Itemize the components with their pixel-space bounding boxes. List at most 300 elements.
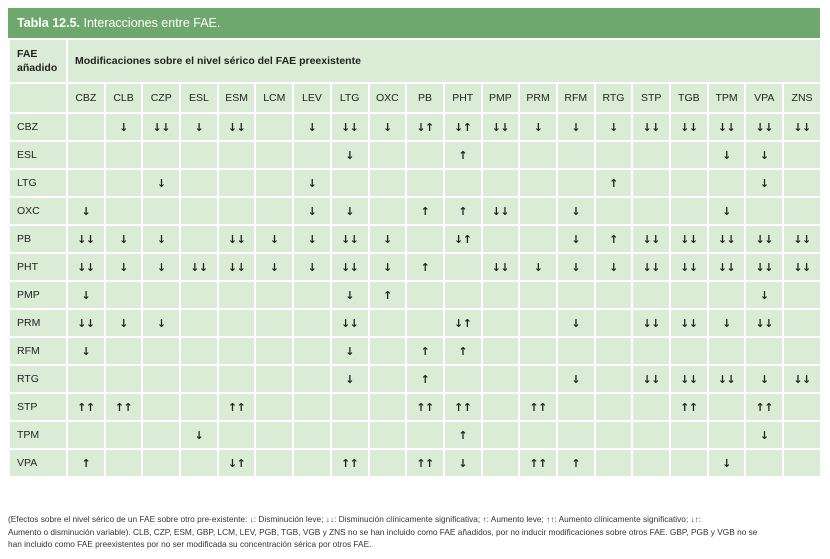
row-label: PRM [9, 309, 67, 337]
interaction-cell [369, 281, 407, 309]
interaction-arrows: ↓ [571, 232, 581, 246]
interaction-cell [783, 141, 821, 169]
column-header-row [9, 83, 821, 113]
interaction-cell [67, 113, 105, 141]
interaction-cell [595, 281, 633, 309]
interaction-arrows: ↓ [307, 120, 317, 134]
interaction-arrows: ↑ [458, 204, 468, 218]
column-header-pht: PHT [444, 83, 482, 113]
interaction-cell [670, 281, 708, 309]
interaction-arrows: ↑ [609, 176, 618, 190]
interaction-cell [331, 449, 369, 477]
interaction-cell [369, 169, 407, 197]
interaction-cell [406, 169, 444, 197]
column-header-lcm: LCM [255, 83, 293, 113]
interaction-cell [369, 449, 407, 477]
interaction-arrows: ↓ [156, 316, 166, 330]
row-label: OXC [9, 197, 67, 225]
column-header-pb: PB [406, 83, 444, 113]
interaction-arrows: ↑ [458, 344, 468, 358]
interaction-cell [745, 253, 783, 281]
interaction-cell [406, 141, 444, 169]
row-label: STP [9, 393, 67, 421]
interaction-cell [482, 281, 520, 309]
interaction-cell [331, 281, 369, 309]
interaction-arrows: ↓↓ [77, 260, 95, 274]
interaction-arrows: ↓ [194, 428, 204, 442]
interaction-cell [595, 141, 633, 169]
interaction-arrows: ↓↓ [491, 260, 510, 274]
interaction-cell [482, 141, 520, 169]
interaction-cell [142, 253, 180, 281]
interaction-cell [557, 113, 595, 141]
interaction-cell [218, 365, 256, 393]
interaction-cell [708, 197, 746, 225]
row-label: PHT [9, 253, 67, 281]
interaction-cell [745, 141, 783, 169]
interaction-arrows: ↓↓ [755, 232, 773, 246]
interaction-cell [180, 253, 218, 281]
interaction-cell [180, 449, 218, 477]
interaction-cell [482, 365, 520, 393]
interaction-cell [519, 365, 557, 393]
interaction-arrows: ↓↓ [340, 232, 359, 246]
interaction-cell [255, 141, 293, 169]
interaction-cell [67, 421, 105, 449]
interaction-cell [218, 113, 256, 141]
interaction-cell [745, 225, 783, 253]
interaction-arrows: ↓ [722, 204, 731, 218]
interaction-cell [595, 393, 633, 421]
interaction-cell [406, 113, 444, 141]
interaction-cell [293, 393, 331, 421]
interaction-cell [67, 309, 105, 337]
table-number: Tabla 12.5. [17, 16, 80, 30]
interaction-cell [331, 393, 369, 421]
interaction-arrows: ↑↑ [340, 456, 359, 470]
interaction-arrows: ↓↓ [152, 120, 170, 134]
interaction-arrows: ↓ [345, 288, 355, 302]
interaction-arrows: ↓ [119, 232, 128, 246]
interaction-arrows: ↓ [571, 260, 581, 274]
interaction-arrows: ↓↓ [340, 120, 359, 134]
interaction-cell [255, 393, 293, 421]
interaction-cell [180, 365, 218, 393]
interaction-arrows: ↓ [382, 260, 392, 274]
interaction-cell [482, 449, 520, 477]
interaction-cell [482, 393, 520, 421]
interaction-cell [595, 421, 633, 449]
interaction-cell [105, 337, 143, 365]
interaction-cell [595, 337, 633, 365]
row-label: VPA [9, 449, 67, 477]
interaction-cell [745, 197, 783, 225]
interaction-arrows: ↓ [533, 120, 543, 134]
interaction-arrows: ↓↓ [340, 260, 359, 274]
table-row [9, 225, 821, 253]
interaction-cell [67, 393, 105, 421]
interaction-cell [218, 141, 256, 169]
header-row-top [9, 39, 821, 83]
interaction-cell [670, 197, 708, 225]
interaction-cell [708, 141, 746, 169]
interaction-cell [331, 421, 369, 449]
interaction-cell [369, 365, 407, 393]
interaction-cell [670, 169, 708, 197]
table-row [9, 365, 821, 393]
interaction-arrows: ↓ [458, 456, 468, 470]
interaction-arrows: ↑↑ [454, 400, 472, 414]
interaction-cell [406, 393, 444, 421]
interaction-cell [519, 225, 557, 253]
interaction-cell [745, 169, 783, 197]
interaction-cell [444, 281, 482, 309]
interaction-arrows: ↑ [571, 456, 581, 470]
interaction-cell [293, 253, 331, 281]
interaction-cell [670, 421, 708, 449]
interaction-arrows: ↓ [307, 176, 317, 190]
row-header-line-2: añadido [17, 62, 58, 74]
interaction-arrows: ↑ [420, 344, 430, 358]
interaction-arrows: ↓↑ [454, 232, 472, 246]
interaction-arrows: ↓↓ [755, 316, 773, 330]
interaction-cell [670, 113, 708, 141]
interaction-cell [519, 421, 557, 449]
interaction-cell [708, 281, 746, 309]
row-label: RTG [9, 365, 67, 393]
interaction-cell [180, 421, 218, 449]
interaction-cell [255, 449, 293, 477]
interaction-cell [595, 253, 633, 281]
interaction-cell [142, 113, 180, 141]
interaction-cell [142, 281, 180, 309]
interaction-cell [632, 169, 670, 197]
interaction-arrows: ↑↑ [529, 400, 547, 414]
interaction-cell [783, 113, 821, 141]
interaction-arrows: ↓↓ [680, 372, 698, 386]
interaction-arrows: ↑ [420, 204, 430, 218]
interaction-cell [180, 169, 218, 197]
interaction-arrows: ↓ [571, 204, 581, 218]
interaction-arrows: ↑↑ [227, 400, 246, 414]
interaction-arrows: ↓↓ [340, 316, 359, 330]
interaction-arrows: ↑ [420, 260, 430, 274]
interaction-cell [255, 309, 293, 337]
interaction-arrows: ↓↓ [491, 204, 510, 218]
interaction-cell [519, 141, 557, 169]
interaction-arrows: ↓ [119, 120, 128, 134]
interaction-cell [180, 281, 218, 309]
interaction-cell [557, 449, 595, 477]
interaction-cell [293, 225, 331, 253]
interaction-arrows: ↓↓ [717, 260, 736, 274]
interaction-cell [331, 225, 369, 253]
interaction-cell [67, 365, 105, 393]
footnote [8, 513, 824, 551]
row-label: TPM [9, 421, 67, 449]
interaction-cell [406, 197, 444, 225]
interaction-cell [218, 393, 256, 421]
interaction-cell [105, 253, 143, 281]
interaction-cell [444, 421, 482, 449]
column-header-oxc: OXC [369, 83, 407, 113]
interaction-cell [482, 197, 520, 225]
interaction-arrows: ↑ [382, 288, 392, 302]
interaction-cell [369, 113, 407, 141]
table-row [9, 449, 821, 477]
row-label: RFM [9, 337, 67, 365]
interaction-cell [595, 225, 633, 253]
interaction-arrows: ↓↑ [227, 456, 246, 470]
interaction-cell [105, 421, 143, 449]
interaction-cell [142, 225, 180, 253]
interaction-cell [632, 281, 670, 309]
footnote-line-2: Aumento o disminución variable). CLB, CZP, ESM, GBP, LCM, LEV, PGB, TGB, VGB y ZNS no se han incluido como FAE añadidos, por no inducir modificaciones sobre otros FAE. GBP, PGB y VGB no se [8, 526, 758, 537]
interaction-cell [142, 197, 180, 225]
interaction-cell [255, 365, 293, 393]
column-header-blank [9, 83, 67, 113]
interaction-arrows: ↓ [81, 288, 91, 302]
interaction-cell [519, 309, 557, 337]
interaction-cell [745, 309, 783, 337]
interaction-cell [444, 197, 482, 225]
interaction-cell [595, 309, 633, 337]
table-row [9, 169, 821, 197]
interaction-cell [105, 169, 143, 197]
interaction-cell [519, 169, 557, 197]
interaction-cell [293, 281, 331, 309]
row-header-label [9, 39, 67, 83]
interaction-cell [142, 365, 180, 393]
interaction-arrows: ↓ [119, 260, 128, 274]
interaction-cell [406, 225, 444, 253]
interaction-cell [218, 337, 256, 365]
interaction-cell [67, 281, 105, 309]
interaction-cell [293, 449, 331, 477]
interaction-cell [557, 393, 595, 421]
interaction-cell [745, 449, 783, 477]
interaction-cell [708, 393, 746, 421]
interaction-cell [331, 253, 369, 281]
interaction-cell [255, 169, 293, 197]
footnote-line-1: (Efectos sobre el nivel sérico de un FAE sobre otro pre-existente: ↓: Disminución leve; ↓↓: Disminución clínicamente significativa; ↑: Aumento leve; ↑↑: Aumento clínicamente significativo; ↓↑: [8, 514, 702, 524]
interaction-arrows: ↓ [307, 204, 317, 218]
interaction-cell [745, 421, 783, 449]
interaction-cell [293, 113, 331, 141]
interaction-arrows: ↓ [269, 232, 279, 246]
interaction-cell [519, 253, 557, 281]
interaction-cell [783, 169, 821, 197]
interaction-cell [67, 449, 105, 477]
interaction-cell [67, 253, 105, 281]
interaction-arrows: ↓↓ [227, 260, 246, 274]
interaction-cell [67, 141, 105, 169]
interaction-cell [255, 197, 293, 225]
column-header-lev: LEV [293, 83, 331, 113]
interaction-cell [783, 337, 821, 365]
interaction-cell [708, 365, 746, 393]
interaction-arrows: ↓↓ [717, 120, 736, 134]
interaction-cell [444, 113, 482, 141]
interaction-cell [142, 421, 180, 449]
interaction-cell [255, 253, 293, 281]
interaction-cell [369, 309, 407, 337]
interaction-cell [105, 113, 143, 141]
interaction-cell [670, 393, 708, 421]
interaction-cell [406, 281, 444, 309]
interaction-cell [331, 169, 369, 197]
interaction-cell [331, 309, 369, 337]
interaction-cell [406, 365, 444, 393]
interaction-cell [783, 197, 821, 225]
interaction-cell [444, 253, 482, 281]
interaction-arrows: ↓ [345, 148, 355, 162]
interaction-arrows: ↑↑ [416, 456, 434, 470]
column-header-esl: ESL [180, 83, 218, 113]
interaction-cell [255, 113, 293, 141]
interaction-arrows: ↓↓ [642, 120, 660, 134]
interaction-arrows: ↑↑ [114, 400, 133, 414]
interaction-cell [142, 393, 180, 421]
interaction-cell [218, 309, 256, 337]
interaction-cell [218, 197, 256, 225]
table-row [9, 393, 821, 421]
column-header-ltg: LTG [331, 83, 369, 113]
row-label: CBZ [9, 113, 67, 141]
interaction-cell [180, 393, 218, 421]
table-row [9, 337, 821, 365]
interaction-cell [783, 393, 821, 421]
interaction-cell [595, 113, 633, 141]
interaction-arrows: ↓ [119, 316, 128, 330]
interaction-cell [670, 365, 708, 393]
interaction-cell [180, 309, 218, 337]
interaction-cell [632, 393, 670, 421]
interaction-arrows: ↑↑ [680, 400, 698, 414]
interaction-arrows: ↓ [345, 372, 355, 386]
interaction-cell [557, 225, 595, 253]
column-header-zns: ZNS [783, 83, 821, 113]
table-row [9, 309, 821, 337]
interaction-cell [519, 197, 557, 225]
interaction-cell [331, 197, 369, 225]
interaction-cell [293, 365, 331, 393]
interaction-cell [708, 253, 746, 281]
footnote-line-3: han incluido como FAE preexistentes por no ser modificada su concentración sérica por otros FAE. [8, 539, 372, 549]
interaction-cell [482, 309, 520, 337]
interaction-cell [745, 281, 783, 309]
interaction-cell [632, 337, 670, 365]
interaction-cell [105, 449, 143, 477]
row-label: PB [9, 225, 67, 253]
interaction-cell [708, 337, 746, 365]
column-header-stp: STP [632, 83, 670, 113]
interaction-cell [255, 225, 293, 253]
interaction-arrows: ↓ [759, 428, 769, 442]
table-title-text: Interacciones entre FAE. [80, 16, 221, 30]
interaction-cell [180, 197, 218, 225]
interaction-cell [783, 309, 821, 337]
column-header-cbz: CBZ [67, 83, 105, 113]
column-header-tpm: TPM [708, 83, 746, 113]
interaction-arrows: ↓ [81, 204, 91, 218]
interaction-cell [331, 365, 369, 393]
interaction-cell [557, 253, 595, 281]
column-header-rfm: RFM [557, 83, 595, 113]
interaction-cell [519, 113, 557, 141]
interaction-arrows: ↓↓ [680, 120, 698, 134]
interaction-cell [369, 197, 407, 225]
table-row [9, 113, 821, 141]
interaction-arrows: ↓ [722, 456, 731, 470]
interaction-cell [444, 365, 482, 393]
column-header-czp: CZP [142, 83, 180, 113]
interaction-cell [745, 113, 783, 141]
interaction-cell [444, 393, 482, 421]
column-header-rtg: RTG [595, 83, 633, 113]
interaction-arrows: ↓↓ [717, 372, 736, 386]
interaction-arrows: ↓ [382, 120, 392, 134]
interaction-arrows: ↓ [759, 176, 769, 190]
interaction-arrows: ↓↑ [454, 316, 472, 330]
interaction-arrows: ↓↓ [227, 120, 246, 134]
interaction-cell [218, 421, 256, 449]
interaction-arrows: ↓ [307, 260, 317, 274]
interaction-cell [708, 449, 746, 477]
table-row [9, 421, 821, 449]
interaction-cell [180, 113, 218, 141]
interaction-cell [444, 337, 482, 365]
interaction-cell [180, 337, 218, 365]
table-row [9, 253, 821, 281]
interaction-cell [708, 113, 746, 141]
interaction-cell [255, 281, 293, 309]
interaction-cell [444, 309, 482, 337]
interaction-cell [369, 225, 407, 253]
interaction-cell [105, 281, 143, 309]
interaction-cell [557, 337, 595, 365]
interaction-cell [708, 225, 746, 253]
interaction-cell [406, 253, 444, 281]
interaction-arrows: ↑↑ [529, 456, 547, 470]
interaction-cell [105, 197, 143, 225]
interaction-cell [67, 197, 105, 225]
interaction-arrows: ↓↓ [190, 260, 208, 274]
interaction-cell [632, 253, 670, 281]
interaction-arrows: ↓↓ [642, 260, 660, 274]
interaction-cell [670, 141, 708, 169]
interaction-arrows: ↓↓ [793, 260, 811, 274]
interaction-arrows: ↑↑ [755, 400, 773, 414]
interaction-cell [369, 253, 407, 281]
interaction-cell [519, 449, 557, 477]
interaction-cell [670, 225, 708, 253]
interaction-cell [369, 393, 407, 421]
interaction-cell [293, 309, 331, 337]
interaction-arrows: ↓ [722, 316, 731, 330]
interaction-cell [142, 449, 180, 477]
interaction-cell [519, 337, 557, 365]
interaction-cell [67, 169, 105, 197]
interaction-cell [595, 169, 633, 197]
interaction-cell [482, 113, 520, 141]
interaction-arrows: ↓ [571, 316, 581, 330]
interaction-arrows: ↓ [609, 260, 618, 274]
interaction-cell [406, 309, 444, 337]
interaction-cell [406, 449, 444, 477]
interaction-cell [369, 421, 407, 449]
interaction-arrows: ↓ [759, 288, 769, 302]
